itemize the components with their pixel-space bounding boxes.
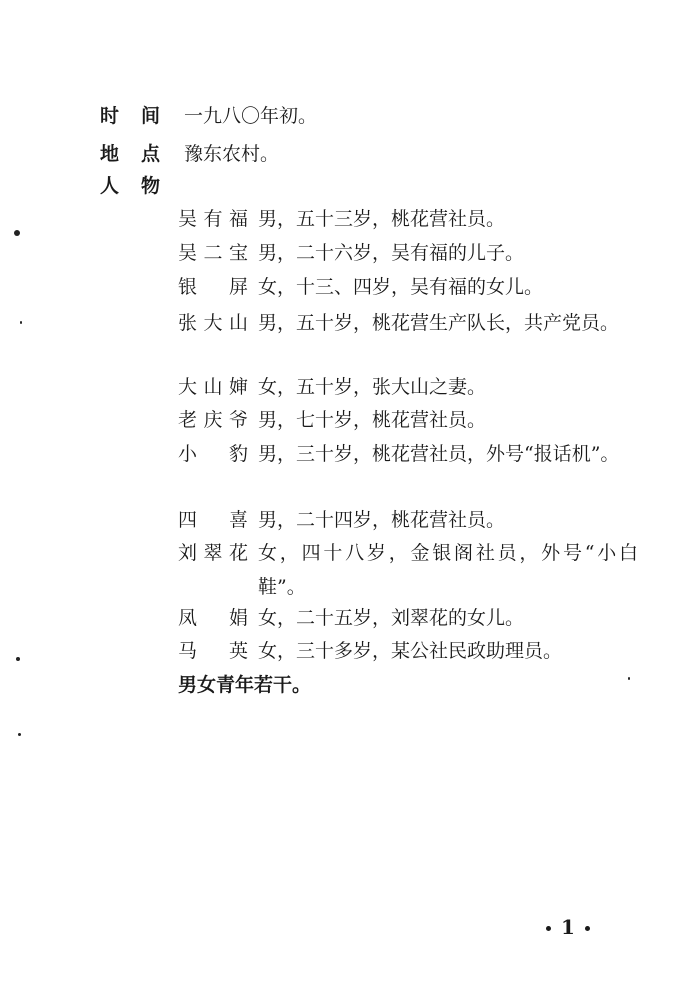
character-description: 女，十三、四岁，吴有福的女儿。 (258, 276, 544, 298)
scan-speck (14, 230, 20, 236)
character-description: 男，二十四岁，桃花营社员。 (258, 509, 506, 531)
character-row (178, 270, 638, 304)
character-description: 女，四十八岁，金银阁社员，外号“小白鞋”。 (258, 542, 638, 598)
character-name: 大山婶 (178, 376, 248, 398)
character-name: 凤娟 (178, 607, 248, 629)
setting-time-value: 一九八〇年初。 (184, 105, 318, 127)
character-description: 男，三十岁，桃花营社员，外号“报话机”。 (258, 443, 620, 465)
character-name: 老庆爷 (178, 409, 248, 431)
character-name: 刘翠花 (178, 542, 248, 564)
character-row (178, 437, 638, 471)
character-name: 吴有福 (178, 208, 248, 230)
scan-speck (16, 657, 20, 661)
character-name: 小豹 (178, 443, 248, 465)
character-row (178, 236, 638, 270)
setting-time-label: 时间 (100, 105, 183, 127)
character-row (178, 634, 638, 668)
character-row (178, 403, 638, 437)
character-description: 男，五十岁，桃花营生产队长，共产党员。 (258, 312, 620, 334)
page-number (528, 912, 608, 942)
character-description: 女，二十五岁，刘翠花的女儿。 (258, 607, 525, 629)
bullet-dot-icon (546, 926, 551, 931)
character-description: 女，五十岁，张大山之妻。 (258, 376, 487, 398)
setting-place-value: 豫东农村。 (184, 143, 280, 165)
character-row (178, 503, 638, 537)
character-row (178, 370, 638, 404)
character-row (178, 306, 638, 340)
character-row (178, 601, 638, 635)
character-description: 男，二十六岁，吴有福的儿子。 (258, 242, 525, 264)
setting-characters-label: 人物 (100, 175, 183, 197)
extras-line: 男女青年若干。 (178, 674, 312, 696)
scan-speck (18, 733, 21, 736)
scan-speck (20, 321, 22, 324)
character-name: 张大山 (178, 312, 248, 334)
page-number-value: 1 (561, 915, 575, 939)
setting-time (100, 99, 317, 133)
character-description: 男，五十三岁，桃花营社员。 (258, 208, 506, 230)
character-description: 女，三十多岁，某公社民政助理员。 (258, 640, 563, 662)
character-row (178, 536, 638, 604)
character-description: 男，七十岁，桃花营社员。 (258, 409, 487, 431)
setting-place (100, 137, 279, 171)
setting-characters (100, 169, 184, 203)
character-name: 马英 (178, 640, 248, 662)
bullet-dot-icon (585, 926, 590, 931)
setting-place-label: 地点 (100, 143, 183, 165)
character-name: 吴二宝 (178, 242, 248, 264)
character-name: 银屏 (178, 276, 248, 298)
scan-speck (628, 677, 630, 680)
character-row (178, 202, 638, 236)
character-name: 四喜 (178, 509, 248, 531)
